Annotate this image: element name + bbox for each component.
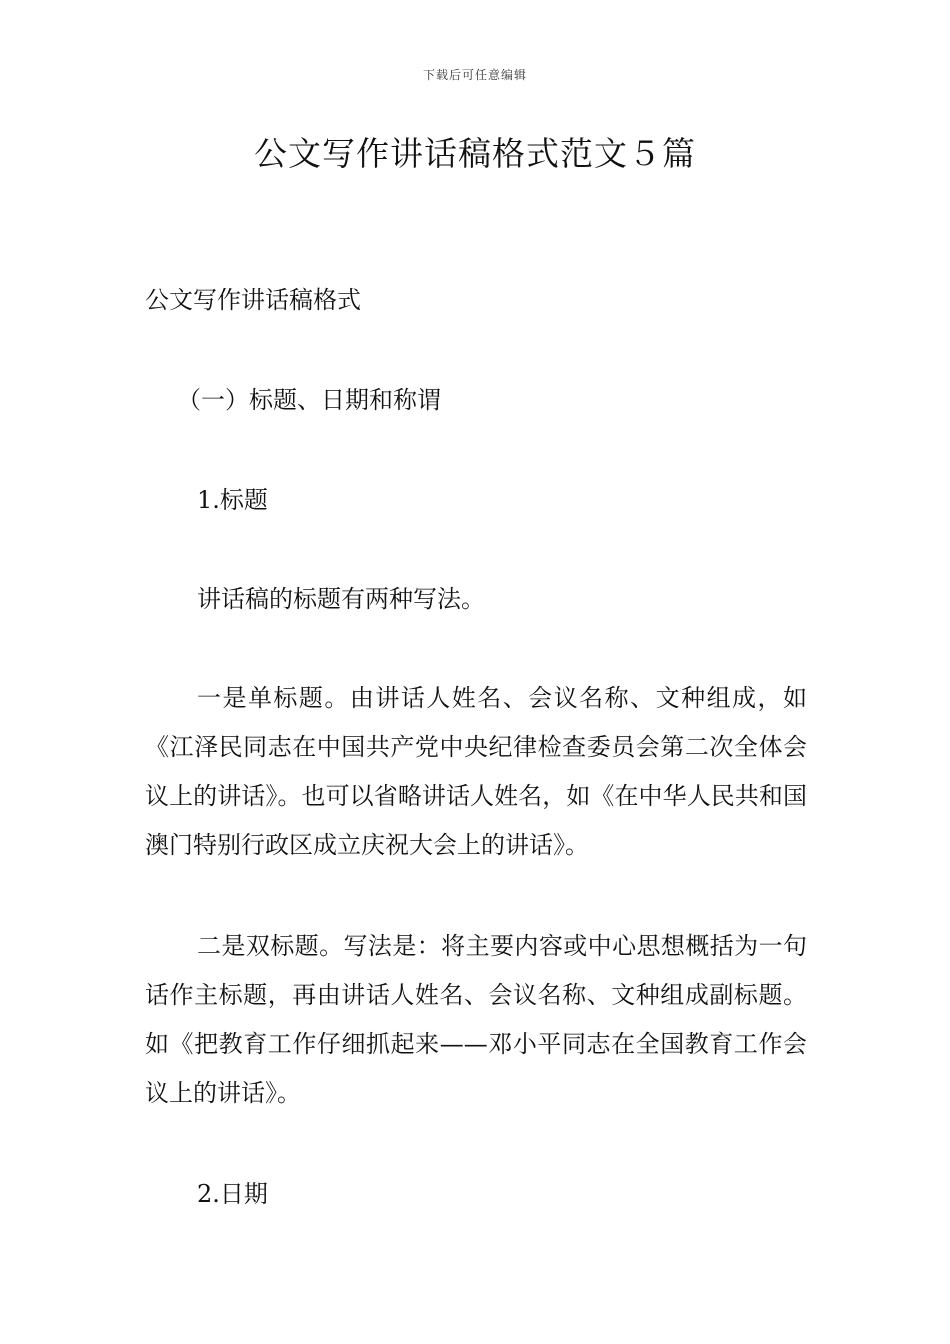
item-heading-date: 2.日期 [197, 1180, 268, 1208]
sub-heading-title-date-salutation: （一）标题、日期和称谓 [177, 386, 441, 414]
paragraph-single-title: 一是单标题。由讲话人姓名、会议名称、文种组成，如《江泽民同志在中国共产党中央纪律检查委员会第二次全体会议上的讲话》。也可以省略讲话人姓名，如《在中华人民共和国澳门特别行政区成立庆祝大会上的讲话》。 [145, 684, 807, 859]
item-heading-title: 1.标题 [197, 486, 268, 514]
paragraph-title-methods: 讲话稿的标题有两种写法。 [197, 585, 485, 613]
section-heading: 公文写作讲话稿格式 [145, 286, 361, 314]
header-note: 下载后可任意编辑 [422, 68, 527, 82]
document-title: 公文写作讲话稿格式范文５篇 [254, 134, 696, 173]
paragraph-double-title: 二是双标题。写法是：将主要内容或中心思想概括为一句话作主标题，再由讲话人姓名、会议名称、文种组成副标题。如《把教育工作仔细抓起来——邓小平同志在全国教育工作会议上的讲话》。 [145, 932, 807, 1107]
